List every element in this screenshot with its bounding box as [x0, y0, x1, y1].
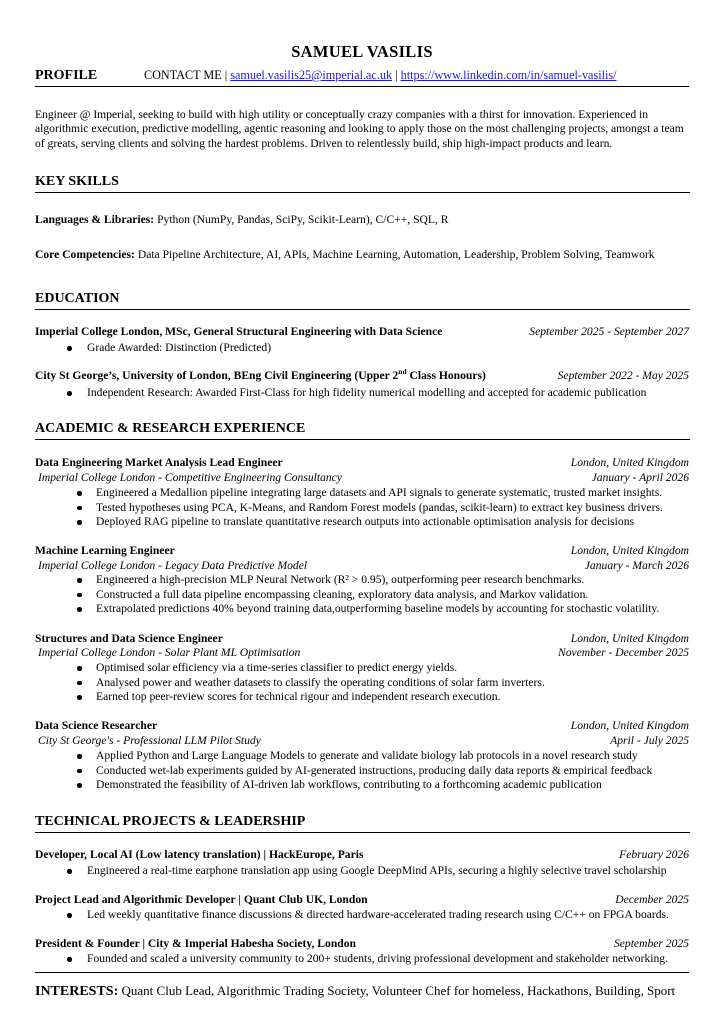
education-institution-part: Class Honours): [406, 369, 486, 382]
list-item: Engineered a high-precision MLP Neural Network (R² > 0.95), outperforming peer research benchmarks.: [0, 573, 689, 588]
experience-location: London, United Kingdom: [570, 456, 689, 469]
project-dates: December 2025: [615, 893, 689, 906]
experience-org: Imperial College London - Solar Plant ML Optimisation: [38, 646, 301, 659]
education-bullets: [0, 341, 689, 356]
email-link[interactable]: samuel.vasilis25@imperial.ac.uk: [230, 68, 393, 82]
experience-org-line: [35, 471, 689, 484]
list-item: Independent Research: Awarded First-Class for high fidelity numerical modelling and accepted for academic publication: [0, 386, 689, 401]
experience-bullets: [0, 573, 689, 617]
list-item: Applied Python and Large Language Models to generate and validate biology lab protocols in a novel research study: [0, 749, 689, 764]
education-entry-heading: [35, 325, 689, 338]
experience-role-line: [35, 544, 689, 557]
contact-separator: |: [395, 68, 398, 82]
interests-line: [35, 983, 694, 1000]
experience-org-line: [35, 646, 689, 659]
skills-core-label: Core Competencies:: [35, 248, 135, 261]
list-item: Extrapolated predictions 40% beyond training data,outperforming baseline models by accounting for stochastic volatility.: [0, 602, 689, 617]
project-dates: February 2026: [619, 848, 689, 861]
list-item: Earned top peer-review scores for technical rigour and independent research execution.: [0, 690, 689, 705]
experience-location: London, United Kingdom: [570, 719, 689, 732]
projects-section-header: [35, 814, 690, 833]
skills-languages-line: [35, 213, 689, 226]
experience-dates: January - March 2026: [584, 559, 689, 572]
profile-summary: Engineer @ Imperial, seeking to build with high utility or conceptually crazy companies with a thirst for innovation. Experienced in algorithmic execution, predictive modelling, agentic reasoning and looking to apply those on the most challenging projects, amongst a team of greats, serving clients and solving the hardest problems. Driven to relentlessly build, ship high-impact products and learn.: [35, 108, 684, 150]
experience-org-line: [35, 734, 689, 747]
list-item: Led weekly quantitative finance discussions & directed hardware-accelerated trading research using C/C++ on FPGA boards.: [0, 908, 689, 923]
skills-core-line: [35, 248, 689, 261]
list-item: Optimised solar efficiency via a time-series classifier to predict energy yields.: [0, 661, 689, 676]
experience-dates: April - July 2025: [610, 734, 689, 747]
contact-label: CONTACT ME: [144, 68, 222, 82]
interests-divider: [35, 972, 689, 973]
experience-role-line: [35, 632, 689, 645]
experience-org: City St George's - Professional LLM Pilot Study: [38, 734, 261, 747]
education-dates: September 2025 - September 2027: [529, 325, 689, 338]
superscript-ordinal: nd: [398, 367, 407, 377]
skills-core-value: Data Pipeline Architecture, AI, APIs, Machine Learning, Automation, Leadership, Problem Solving, Teamwork: [134, 248, 655, 261]
experience-bullets: [0, 749, 689, 793]
profile-heading: PROFILE: [35, 68, 98, 83]
project-bullets: [0, 908, 689, 923]
list-item: Founded and scaled a university community to 200+ students, driving professional development and stakeholder networking.: [0, 952, 689, 967]
experience-role: Data Science Researcher: [35, 719, 158, 732]
list-item: Conducted wet-lab experiments guided by AI-generated instructions, producing daily data reports & empirical feedback: [0, 764, 689, 779]
project-bullets: [0, 864, 689, 879]
education-heading: EDUCATION: [35, 291, 120, 306]
project-heading-line: [35, 937, 689, 950]
list-item: Deployed RAG pipeline to translate quantitative research outputs into actionable optimisation analysis for decisions: [0, 515, 689, 530]
list-item: Tested hypotheses using PCA, K-Means, and Random Forest models (pandas, scikit-learn) to extract key business drivers.: [0, 501, 689, 516]
education-bullets: [0, 386, 689, 401]
list-item: Analysed power and weather datasets to classify the operating conditions of solar farm inverters.: [0, 676, 689, 691]
list-item: Engineered a real-time earphone translation app using Google DeepMind APIs, securing a highly selective travel scholarship: [0, 864, 689, 879]
list-item: Constructed a full data pipeline encompassing cleaning, exploratory data analysis, and Markov validation.: [0, 588, 689, 603]
education-section-header: [35, 291, 690, 310]
skills-languages-value: Python (NumPy, Pandas, SciPy, Scikit-Learn), C/C++, SQL, R: [154, 213, 449, 226]
experience-org-line: [35, 559, 689, 572]
project-heading-line: [35, 893, 689, 906]
experience-location: London, United Kingdom: [570, 632, 689, 645]
contact-line: [144, 68, 616, 83]
experience-location: London, United Kingdom: [570, 544, 689, 557]
interests-value: Quant Club Lead, Algorithmic Trading Society, Volunteer Chef for homeless, Hackathons, Building, Sport: [118, 983, 676, 998]
experience-org: Imperial College London - Legacy Data Predictive Model: [38, 559, 308, 572]
experience-dates: January - April 2026: [591, 471, 689, 484]
project-title: President & Founder | City & Imperial Habesha Society, London: [35, 937, 356, 950]
experience-org: Imperial College London - Competitive Engineering Consultancy: [38, 471, 342, 484]
experience-bullets: [0, 486, 689, 530]
experience-section-header: [35, 421, 690, 440]
project-dates: September 2025: [613, 937, 689, 950]
key-skills-section-header: [35, 174, 690, 193]
project-heading-line: [35, 848, 689, 861]
profile-contact-row: [35, 68, 689, 87]
list-item: Engineered a Medallion pipeline integrating large datasets and API signals to generate systematic, trusted market insights.: [0, 486, 689, 501]
experience-role-line: [35, 719, 689, 732]
education-institution: Imperial College London, MSc, General Structural Engineering with Data Science: [35, 325, 443, 338]
education-entry-heading: [35, 369, 689, 382]
resume-name: SAMUEL VASILIS: [291, 42, 433, 61]
experience-bullets: [0, 661, 689, 705]
project-title: Developer, Local AI (Low latency translation) | HackEurope, Paris: [35, 848, 364, 861]
list-item: Demonstrated the feasibility of AI-driven lab workflows, contributing to a forthcoming academic publication: [0, 778, 689, 793]
project-title: Project Lead and Algorithmic Developer | Quant Club UK, London: [35, 893, 368, 906]
linkedin-link[interactable]: https://www.linkedin.com/in/samuel-vasilis/: [400, 68, 617, 82]
experience-heading: ACADEMIC & RESEARCH EXPERIENCE: [35, 421, 306, 436]
education-dates: September 2022 - May 2025: [557, 369, 689, 382]
experience-role: Machine Learning Engineer: [35, 544, 175, 557]
project-bullets: [0, 952, 689, 967]
experience-dates: November - December 2025: [557, 646, 689, 659]
education-institution-part: City St George’s, University of London, BEng Civil Engineering (Upper 2: [35, 369, 399, 382]
interests-label: INTERESTS:: [35, 984, 119, 999]
key-skills-heading: KEY SKILLS: [35, 174, 119, 189]
experience-role: Structures and Data Science Engineer: [35, 632, 223, 645]
education-institution: [35, 369, 486, 382]
skills-languages-label: Languages & Libraries:: [35, 213, 155, 226]
experience-role-line: [35, 456, 689, 469]
list-item: Grade Awarded: Distinction (Predicted): [0, 341, 689, 356]
projects-heading: TECHNICAL PROJECTS & LEADERSHIP: [35, 814, 306, 829]
contact-separator: |: [224, 68, 228, 82]
experience-role: Data Engineering Market Analysis Lead Engineer: [35, 456, 283, 469]
